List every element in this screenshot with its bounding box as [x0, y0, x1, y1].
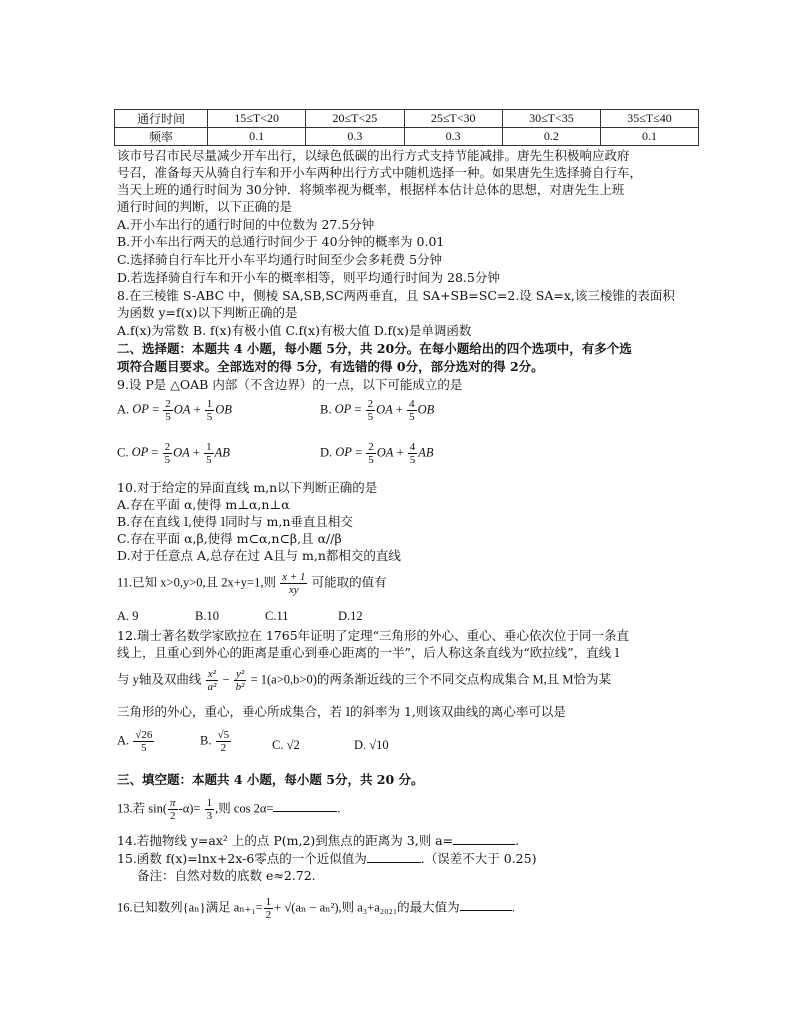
- q12-option-a: A. $\frac{√26}{5}$: [117, 729, 153, 754]
- q14: 14.若抛物线 y=ax² 上的点 P(m,2)到焦点的距离为 3,则 a= .: [117, 833, 520, 848]
- section-2-heading: 项符合题目要求。全部选对的得 5分，有选错的得 0分，部分选对的得 2分。: [117, 359, 544, 374]
- q11-option-a: A. 9: [117, 609, 139, 623]
- option-label: A.: [117, 402, 130, 417]
- table-header-cell: 通行时间: [115, 110, 208, 128]
- frequency-table: [114, 109, 699, 146]
- q11-option-b: B.10: [195, 609, 219, 623]
- fraction: $\frac{\pi}{2}$: [170, 797, 176, 822]
- q9-stem: 9.设 P是 △OAB 内部（不含边界）的一点，以下可能成立的是: [117, 377, 463, 392]
- fraction: $\frac{2}{5}$: [165, 398, 171, 423]
- table-cell: 25≤T<30: [404, 110, 502, 128]
- q9-option-b: B. OP = $\frac{2}{5}$ OA + $\frac{4}{5}$ OB: [320, 398, 435, 423]
- q10-option-a: A.存在平面 α,使得 m⊥α,n⊥α: [117, 497, 290, 512]
- fraction: $\frac{x + 1}{xy}$: [282, 571, 306, 596]
- table-row: [115, 110, 699, 128]
- q12-stem: 三角形的外心，重心，垂心所成集合，若 l的斜率为 1,则该双曲线的离心率可以是: [117, 704, 566, 719]
- q11-option-d: D.12: [338, 609, 363, 623]
- q10-option-d: D.对于任意点 A,总存在过 A且与 m,n都相交的直线: [117, 548, 401, 563]
- q9-option-a: A. OP = $\frac{2}{5}$ OA + $\frac{1}{5}$ OB: [117, 398, 232, 423]
- table-cell: 30≤T<35: [502, 110, 600, 128]
- option-label: C.: [117, 445, 129, 460]
- q13: 13.若 sin( $\frac{\pi}{2}$ -α)= $\frac{1}{3}$ ,则 cos 2α= .: [117, 797, 341, 822]
- q7-option-a: A.开小车出行的通行时间的中位数为 27.5分钟: [117, 217, 375, 232]
- q7-option-c: C.选择骑自行车比开小车平均通行时间至少会多耗费 5分钟: [117, 252, 443, 267]
- table-cell: 15≤T<20: [208, 110, 306, 128]
- table-cell: 0.3: [306, 128, 404, 146]
- fraction: $\frac{1}{5}$: [206, 398, 213, 423]
- fraction: $\frac{\text{x²}}{\text{a²}}$: [207, 668, 217, 693]
- q12-option-d: D. √10: [354, 738, 389, 752]
- q10-stem: 10.对于给定的异面直线 m,n以下判断正确的是: [117, 480, 378, 495]
- q12-option-c: C. √2: [272, 738, 300, 752]
- q8-stem: 8.在三棱锥 S-ABC 中，侧棱 SA,SB,SC两两垂直，且 SA+SB=SC=2.设 SA=x,该三棱锥的表面积: [117, 288, 675, 303]
- q7-text-line: 该市号召市民尽量减少开车出行，以绿色低碳的出行方式支持节能减排。唐先生积极响应政府: [117, 148, 630, 163]
- answer-blank: [453, 844, 515, 845]
- q7-text-line: 号召，准备每天从骑自行车和开小车两种出行方式中随机选择一种。如果唐先生选择骑自行车，: [117, 165, 643, 180]
- q10-option-b: B.存在直线 l,使得 l同时与 m,n垂直且相交: [117, 514, 353, 529]
- vector-op: OP: [132, 402, 149, 417]
- q7-text-line: 通行时间的判断，以下正确的是: [117, 199, 293, 214]
- q11-stem: 11.已知 x>0,y>0,且 2x+y=1,则 $\frac{x + 1}{xy}$ 可能取的值有: [117, 571, 387, 596]
- option-label: B.: [320, 402, 332, 417]
- fraction: $\frac{1}{3}$: [206, 797, 213, 822]
- table-cell: 0.2: [502, 128, 600, 146]
- table-cell: 20≤T<25: [306, 110, 404, 128]
- fraction: $\frac{1}{2}$: [265, 896, 272, 921]
- q7-text-line: 当天上班的通行时间为 30分钟．将频率视为概率，根据样本估计总体的思想，对唐先生上班: [117, 182, 625, 197]
- q8-stem: 为函数 y=f(x)以下判断正确的是: [117, 305, 298, 320]
- q12-option-b: B. $\frac{√5}{2}$: [200, 729, 230, 754]
- option-label: D.: [320, 445, 333, 460]
- table-cell: 0.1: [601, 128, 699, 146]
- table-cell: 35≤T≤40: [601, 110, 699, 128]
- q7-option-d: D.若选择骑自行车和开小车的概率相等，则平均通行时间为 28.5分钟: [117, 270, 500, 285]
- answer-blank: [367, 862, 421, 863]
- table-row: [115, 128, 699, 146]
- q11-option-c: C.11: [265, 609, 289, 623]
- table-cell: 0.3: [404, 128, 502, 146]
- q8-options: A.f(x)为常数 B. f(x)有极小值 C.f(x)有极大值 D.f(x)是单调函数: [117, 323, 472, 338]
- answer-blank: [460, 910, 512, 911]
- section-2-heading: 二、选择题：本题共 4 小题，每小题 5分，共 20分。在每小题给出的四个选项中，有多个选: [117, 341, 632, 356]
- table-cell: 0.1: [208, 128, 306, 146]
- answer-blank: [273, 811, 337, 812]
- q12-stem: 与 y轴及双曲线 $\frac{\text{x²}}{\text{a²}}$ − $\frac{\text{y²}}{\text{b²}}$ = 1(a>0,b>0)的两条渐近线的三个不同交点构成集合 M,且 M恰为某: [117, 668, 611, 693]
- q9-option-c: C. OP = $\frac{2}{5}$ OA + $\frac{1}{5}$ AB: [117, 441, 230, 466]
- q7-option-b: B.开小车出行两天的总通行时间少于 40分钟的概率为 0.01: [117, 234, 445, 249]
- table-header-cell: 频率: [115, 128, 208, 146]
- q15: 15.函数 f(x)=lnx+2x-6零点的一个近似值为 .（误差不大于 0.25): [117, 851, 537, 866]
- q16: 16.已知数列{aₙ}满足 aₙ₊₁= $\frac{1}{2}$ + √(aₙ − aₙ²),则 a₃+a₂₀₂₁的最大值为 .: [117, 896, 515, 921]
- q10-option-c: C.存在平面 α,β,使得 m⊂α,n⊂β,且 α//β: [117, 531, 342, 546]
- section-3-heading: 三、填空题：本题共 4 小题，每小题 5分，共 20 分。: [117, 772, 424, 787]
- q12-stem: 12.瑞士著名数学家欧拉在 1765年证明了定理“三角形的外心、重心、垂心依次位于同一条直: [117, 628, 630, 643]
- q15-remark: 备注：自然对数的底数 e≈2.72.: [137, 868, 316, 883]
- fraction: $\frac{\text{y²}}{\text{b²}}$: [235, 668, 245, 693]
- q12-stem: 线上，且重心到外心的距离是重心到垂心距离的一半”，后人称这条直线为“欧拉线”，直线 l: [117, 645, 620, 660]
- q9-option-d: D. OP = $\frac{2}{5}$ OA + $\frac{4}{5}$ AB: [320, 441, 434, 466]
